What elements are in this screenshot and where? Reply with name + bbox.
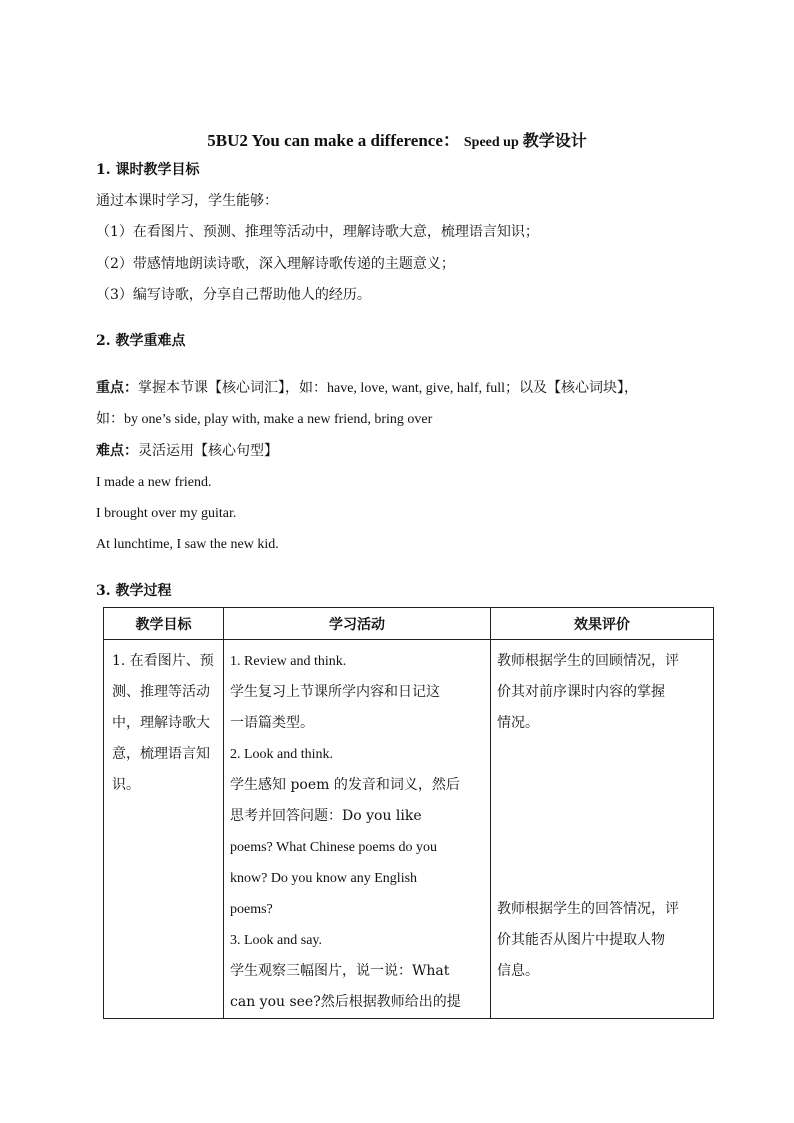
difficult-point (96, 441, 278, 461)
goal-cell (104, 640, 224, 1019)
goal-line: 1. 在看图片、预 (112, 653, 214, 669)
activity-line: 3. Look and say. (230, 933, 323, 948)
evaluation-line: 教师根据学生的回顾情况，评 (497, 653, 679, 669)
activity-line: 学生感知 poem 的发音和词义，然后 (230, 777, 460, 793)
core-sentence: At lunchtime, I saw the new kid. (96, 537, 279, 552)
activity-cell (224, 640, 491, 1019)
goal-line: 测、推理等活动 (112, 684, 210, 700)
activity-line: can you see?然后根据教师给出的提 (230, 994, 461, 1010)
title-tail: 教学设计 (522, 133, 587, 150)
key-point (96, 378, 638, 399)
section1-intro: 通过本课时学习，学生能够： (96, 193, 278, 209)
key-text: 掌握本节课【核心词汇】，如：have, love, want, give, half, full；以及【核心词块】， (138, 381, 639, 396)
activity-line: poems? (230, 902, 273, 917)
evaluation-line: 信息。 (497, 963, 539, 979)
page-title (0, 126, 794, 151)
difficult-text: 灵活运用【核心句型】 (138, 443, 278, 459)
title-main: 5BU2 You can make a difference： (207, 131, 460, 150)
activity-line: 一语篇类型。 (230, 715, 314, 731)
activity-line: 1. Review and think. (230, 654, 347, 669)
table-row (104, 640, 714, 1019)
activity-line: 学生观察三幅图片，说一说：What (230, 963, 450, 979)
key-text-continued: 如：by one’s side, play with, make a new friend, bring over (96, 412, 433, 427)
column-header: 教学目标 (104, 608, 224, 640)
key-label: 重点： (96, 380, 138, 396)
section1-item: （3）编写诗歌，分享自己帮助他人的经历。 (96, 287, 371, 303)
core-sentence: I brought over my guitar. (96, 506, 237, 521)
evaluation-line: 教师根据学生的回答情况，评 (497, 901, 679, 917)
evaluation-line: 价其能否从图片中提取人物 (497, 932, 665, 948)
column-header: 学习活动 (224, 608, 491, 640)
core-sentence: I made a new friend. (96, 475, 212, 490)
evaluation-cell (491, 640, 714, 1019)
activity-line: know? Do you know any English (230, 871, 418, 886)
difficult-label: 难点： (96, 443, 138, 459)
section1-item: （1）在看图片、预测、推理等活动中，理解诗歌大意，梳理语言知识； (96, 224, 539, 240)
evaluation-line: 情况。 (497, 715, 539, 731)
activity-line: 思考并回答问题：Do you like (230, 808, 422, 824)
section2-heading: 2. 教学重难点 (96, 333, 186, 349)
activity-line: 2. Look and think. (230, 747, 334, 762)
evaluation-line: 价其对前序课时内容的掌握 (497, 684, 665, 700)
goal-line: 中，理解诗歌大 (112, 715, 210, 731)
column-header: 效果评价 (491, 608, 714, 640)
teaching-process-table (103, 607, 714, 1019)
section3-heading: 3. 教学过程 (96, 583, 172, 599)
title-sub: Speed up (463, 135, 519, 150)
section1-heading: 1. 课时教学目标 (96, 162, 200, 178)
section1-item: （2）带感情地朗读诗歌，深入理解诗歌传递的主题意义； (96, 256, 455, 272)
activity-line: 学生复习上节课所学内容和日记这 (230, 684, 440, 700)
goal-line: 意，梳理语言知 (112, 746, 210, 762)
activity-line: poems? What Chinese poems do you (230, 840, 437, 855)
table-header-row (104, 608, 714, 640)
goal-line: 识。 (112, 777, 140, 793)
